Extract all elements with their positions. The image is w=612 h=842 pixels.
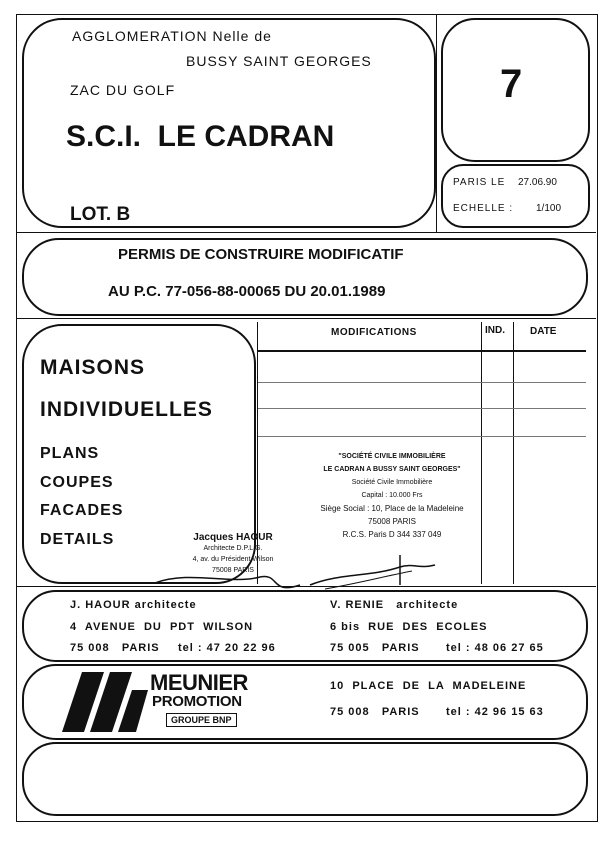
meunier-logo-icon <box>60 668 150 734</box>
architect2-city: 75 005 PARIS <box>330 642 420 654</box>
architect2-name: V. RENIE architecte <box>330 599 459 611</box>
logo-word-promotion: PROMOTION <box>152 693 242 710</box>
stamp-line: 75008 PARIS <box>368 517 416 526</box>
architect1-name: J. HAOUR architecte <box>70 599 197 611</box>
col-header-ind: IND. <box>485 325 505 336</box>
architect2-street: 6 bis RUE DES ECOLES <box>330 621 488 633</box>
promoter-tel: tel : 42 96 15 63 <box>446 706 544 718</box>
company-stamp <box>292 450 492 541</box>
col-header-modifications: MODIFICATIONS <box>331 327 417 338</box>
col-header-date: DATE <box>530 326 557 337</box>
row-line <box>258 436 586 437</box>
content-item-coupes: COUPES <box>40 474 114 491</box>
architect-stamp-address: 4, av. du Président Wilson <box>192 556 274 563</box>
architect-stamp-title: Architecte D.P.L.G. <box>203 545 263 552</box>
architect1-street: 4 AVENUE DU PDT WILSON <box>70 621 254 633</box>
content-item-plans: PLANS <box>40 445 100 462</box>
top-divider <box>16 232 596 233</box>
stamp-line: Siège Social : 10, Place de la Madeleine <box>320 504 464 513</box>
scale-label: ECHELLE : <box>453 203 514 214</box>
permit-line2: AU P.C. 77-056-88-00065 DU 20.01.1989 <box>108 283 386 300</box>
content-item-details: DETAILS <box>40 531 115 548</box>
architect2-tel: tel : 48 06 27 65 <box>446 642 544 654</box>
promoter-city: 75 008 PARIS <box>330 706 420 718</box>
permit-line1: PERMIS DE CONSTRUIRE MODIFICATIF <box>118 246 404 263</box>
sheet-number: 7 <box>500 62 523 106</box>
logo-group-bnp: GROUPE BNP <box>166 713 237 727</box>
date-scale-box <box>441 164 590 228</box>
mid-divider <box>16 318 596 319</box>
content-heading1: MAISONS <box>40 356 146 379</box>
stamp-line: "SOCIÉTÉ CIVILE IMMOBILIÈRE <box>338 453 446 460</box>
content-item-facades: FACADES <box>40 502 124 519</box>
promoter-street: 10 PLACE DE LA MADELEINE <box>330 680 527 692</box>
col-divider-date <box>513 322 514 584</box>
logo-word-meunier: MEUNIER <box>150 670 248 695</box>
scale-value: 1/100 <box>536 203 562 214</box>
architect1-city: 75 008 PARIS <box>70 642 160 654</box>
architect-stamp-name: Jacques HAOUR <box>193 532 273 543</box>
lot-label: LOT. B <box>70 204 131 225</box>
stamp-line: R.C.S. Paris D 344 337 049 <box>342 530 442 539</box>
stamp-line: Société Civile Immobilière <box>351 479 433 486</box>
header-line2: BUSSY SAINT GEORGES <box>186 53 372 69</box>
row-line <box>258 408 586 409</box>
stamp-line: LE CADRAN A BUSSY SAINT GEORGES" <box>323 466 461 473</box>
architect-stamp-city: 75008 PARIS <box>212 567 254 574</box>
content-heading2: INDIVIDUELLES <box>40 398 213 421</box>
header-line1: AGGLOMERATION Nelle de <box>72 28 272 44</box>
row-line <box>258 350 586 352</box>
row-line <box>258 382 586 383</box>
vertical-divider <box>436 14 437 232</box>
date-value: 27.06.90 <box>518 177 557 188</box>
header-line3: ZAC DU GOLF <box>70 82 176 98</box>
architect1-tel: tel : 47 20 22 96 <box>178 642 276 654</box>
stamp-line: Capital : 10.000 Frs <box>361 492 423 499</box>
empty-bottom-box <box>22 742 588 816</box>
project-title: S.C.I. LE CADRAN <box>66 120 335 153</box>
date-label: PARIS LE <box>453 177 506 188</box>
